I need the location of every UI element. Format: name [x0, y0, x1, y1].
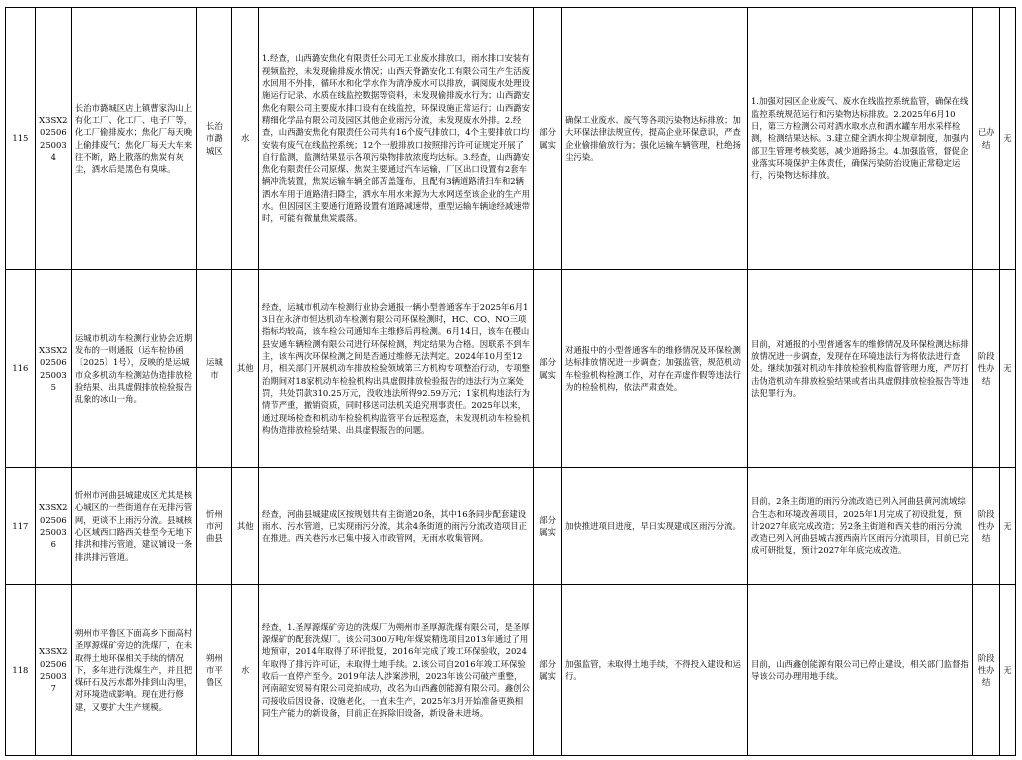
- case-status-line: 阶段: [977, 508, 995, 519]
- city-district: [197, 585, 232, 756]
- table-row: [6, 270, 1016, 468]
- case-status-line: 性办: [977, 664, 995, 675]
- city-district-line: 市潞: [206, 133, 223, 144]
- case-code-line: 02506: [40, 514, 67, 525]
- case-status-line: 阶段: [977, 652, 995, 663]
- handling-plan: 对通报中的小型普通客车的维修情况及环保检测达标排放情况进一步调查；加强监管，规范机动车检验机构检测工作，对存在弄虚作假等违法行为的检验机构，依法严肃查处。: [561, 270, 747, 468]
- city-district: [197, 468, 232, 585]
- pollution-type: 水: [232, 585, 259, 756]
- case-status-line: 已办: [977, 127, 995, 138]
- case-code: [35, 8, 71, 270]
- case-code-line: X3SX2: [39, 502, 68, 513]
- investigation-finding: 经查，河曲县城建成区按规划共有主街道20条，其中16条同步配套建设雨水、污水管道，已实现雨污分流，其余4条街道的雨污分流改造项目正在推进。西关巷污水已集中接入市政管网，无雨水收集管网。: [259, 468, 534, 585]
- row-index: 118: [6, 585, 36, 756]
- case-status-line: 结: [982, 677, 991, 688]
- city-district: [197, 270, 232, 468]
- city-district-line: 鲁区: [206, 677, 223, 688]
- issue-description: 运城市机动车检测行业协会近期发布的一则通报（运车检协函〔2025〕1号），反映的是运城市众多机动车检测站伪造排放检验结果、出具虚假排放检验报告乱象的冰山一角。: [71, 270, 196, 468]
- rectification-progress: 目前，山西鑫创能源有限公司已停止建设，相关部门监督指导该公司办理用地手续。: [748, 585, 973, 756]
- city-district-line: 市: [210, 369, 219, 380]
- row-index: 116: [6, 270, 36, 468]
- issue-description: 忻州市河曲县城建成区尤其是核心城区的一些街道存在无排污管网，更谈不上雨污分流。县城核心区域西口路西关巷至今无地下排洪和排污管道，建议铺设一条排洪排污管道。: [71, 468, 196, 585]
- verification-result: 部分属实: [534, 585, 562, 756]
- investigation-finding: 经查，1.圣厚源煤矿旁边的洗煤厂为朔州市圣厚源洗煤有限公司，是圣厚源煤矿的配套洗煤厂。该公司300万吨/年煤炭精选项目2013年通过了用地预审，2014年取得了环评批复，2016年完成了竣工环保验收，2024年取得了排污许可证，未取得土地手续。2.该公司自2016年竣工环保验收后一直停产至今。2019年法人涉案涉刑，2023年该公司破产重整，河南韶安贸易有限公司竞拍成功，改名为山西鑫创能源有限公司。鑫创公司接收后因设备、设施老化，一直未生产，2025年3月开始准备更换相同生产能力的新设备，目前正在拆除旧设备，新设备未进场。: [259, 585, 534, 756]
- case-status-line: 结: [982, 139, 991, 150]
- issue-description: 朔州市平鲁区下面高乡下面高村圣厚源煤矿旁边的洗煤厂，在未取得土地环保相关手续的情况下，多年进行洗煤生产，并且把煤矸石及污水都外排到山沟里，对环境造成影响。现在进行修建，又要扩大生产规模。: [71, 585, 196, 756]
- case-status-line: 性办: [977, 363, 995, 374]
- case-status-line: 结: [982, 533, 991, 544]
- case-status-line: 阶段: [977, 351, 995, 362]
- case-code-line: 4: [50, 151, 56, 162]
- city-district-line: 市平: [206, 664, 223, 675]
- pollution-type: 其他: [232, 468, 259, 585]
- issue-description: 长治市潞城区店上镇曹家沟山上有化工厂、化工厂、电子厂等，化工厂偷排废水；焦化厂每天晚上偷排废气；焦化厂每天大车来往不断，路上散落的焦炭有灰尘，洒水后是黑色有臭味。: [71, 8, 196, 270]
- case-status: [973, 8, 1000, 270]
- case-code: [35, 270, 71, 468]
- row-index: 115: [6, 8, 36, 270]
- case-code: [35, 468, 71, 585]
- rectification-progress: 目前，2条主街道的雨污分流改造已列入河曲县黄河流域综合生态和环境改善项目，2025年1月完成了初设批复，预计2027年底完成改造；另2条主街道和西关巷的雨污分流改造已列入河曲县城古渡西南片区雨污分流项目，目前已完成可研批复，预计2027年年底完成改造。: [748, 468, 973, 585]
- verification-result: 部分属实: [534, 468, 562, 585]
- case-status-line: 性办: [977, 520, 995, 531]
- case-code-line: 25003: [40, 139, 67, 150]
- case-code-line: 25003: [40, 671, 67, 681]
- table-row: [6, 468, 1016, 585]
- table-row: [6, 8, 1016, 270]
- accountability: 无: [999, 8, 1015, 270]
- city-district: [197, 8, 232, 270]
- rectification-progress: 1.加强对园区企业废气、废水在线监控系统监管，确保在线监控系统规范运行和污染物达标排放。2.2025年6月10日，第三方检测公司对洒水取水点和洒水罐车用水采样检测，检测结果达标。3.建立健全洒水抑尘规章制度，加强内部卫生管理考核奖惩，减少道路扬尘。4.加强监管，督促企业落实环境保护主体责任，确保污染防治设施正常稳定运行，污染物达标排放。: [748, 8, 973, 270]
- city-district-line: 市河: [206, 520, 223, 531]
- case-code-line: 25003: [40, 369, 67, 380]
- case-code-line: 02506: [40, 127, 67, 138]
- case-code: [35, 585, 71, 756]
- city-district-line: 长治: [206, 121, 223, 132]
- city-district-line: 忻州: [206, 508, 223, 519]
- verification-result: 部分属实: [534, 8, 562, 270]
- row-index: 117: [6, 468, 36, 585]
- pollution-type: 水: [232, 8, 259, 270]
- petition-table: [5, 7, 1016, 756]
- case-code-line: 02506: [40, 658, 67, 669]
- case-code-line: 25003: [40, 527, 67, 537]
- accountability: 无: [999, 585, 1015, 756]
- case-status: [973, 468, 1000, 585]
- city-district-line: 朔州: [206, 652, 223, 663]
- accountability: 无: [999, 270, 1015, 468]
- verification-result: 部分属实: [534, 270, 562, 468]
- handling-plan: 加强监管，未取得土地手续，不得投入建设和运行。: [561, 585, 747, 756]
- case-code-line: 7: [50, 683, 56, 694]
- case-status-line: 结: [982, 375, 991, 386]
- city-district-line: 城区: [206, 145, 223, 156]
- case-code-line: 5: [50, 381, 56, 392]
- accountability: 无: [999, 468, 1015, 585]
- investigation-finding: 经查，运城市机动车检测行业协会通报一辆小型普通客车于2025年6月13日在永济市恒达机动车检测有限公司环保检测时，HC、CO、NO三项指标均较高，该车检公司通知车主维修后再检测。6月14日，该车在稷山县安通车辆检测有限公司进行环保检测，判定结果为合格。因联系不到车主，该车两次环保检测之间是否通过维修无法判定。2024年10月至12月，相关部门开展机动车排放检验领域第三方机构专项整治行动，专项整治期间对18家机动车检验机构出具虚假排放检验报告的违法行为立案处罚，共处罚款310.25万元，没收违法所得92.59万元；1家机构违法行为情节严重，撤销资质，同时移送司法机关追究刑事责任。2025年以来，通过现场检查和机动车检验机构监管平台远程巡查，未发现机动车检验机构伪造排放检验结果、出具虚假报告的问题。: [259, 270, 534, 468]
- handling-plan: 加快推进项目进度，早日实现建成区雨污分流。: [561, 468, 747, 585]
- case-code-line: X3SX2: [39, 344, 68, 355]
- case-code-line: 6: [50, 539, 56, 550]
- case-code-line: X3SX2: [39, 114, 68, 125]
- case-status: [973, 585, 1000, 756]
- city-district-line: 曲县: [206, 533, 223, 544]
- city-district-line: 运城: [206, 357, 223, 368]
- case-code-line: 02506: [40, 357, 67, 368]
- investigation-finding: 1.经查，山西潞安焦化有限责任公司无工业废水排放口，雨水排口安装有视频监控，未发现偷排废水情况；山西天脊潞安化工有限公司生产生活废水回用不外排，循环水和化学水作为清净废水可以排放，调阅废水处理设施运行记录、水质在线监控数据等资料，未发现偷排废水行为；山西潞安焦化有限公司主要废水排口设有在线监控，环保设施正常运行；山西潞安精细化学品有限公司及园区其他企业雨污分流，未发现废水外排。2.经查，山西潞安焦化有限责任公司共有16个废气排放口，4个主要排放口均安装有废气在线监控系统；12个一般排放口按照排污许可证规定开展了自行监测，监测结果显示各项污染物排放浓度均达标。3.经查，山西潞安焦化有限责任公司原煤、焦炭主要通过汽车运输，厂区出口设置有2套车辆冲洗装置，焦炭运输车辆全部苫盖篷布，且配有3辆道路清扫车和2辆洒水车用于道路清扫降尘，洒水车用水来源为大水网送至该企业的生产用水。但因园区主要通行道路设置有道路减速带，重型运输车辆途经减速带时，可能有微量焦炭震落。: [259, 8, 534, 270]
- handling-plan: 确保工业废水、废气等各项污染物达标排放；加大环保法律法规宣传，提高企业环保意识，严查企业偷排偷放行为；强化运输车辆管理，杜绝扬尘污染。: [561, 8, 747, 270]
- case-code-line: X3SX2: [39, 646, 68, 657]
- table-row: [6, 585, 1016, 756]
- case-status: [973, 270, 1000, 468]
- rectification-progress: 目前，对通报的小型普通客车的维修情况及环保检测达标排放情况进一步调查，发现存在环境违法行为将依法进行查处。继续加强对机动车排放检验机构监督管理力度，严厉打击伪造机动车排放检验结果或者出具虚假排放检验报告等违法犯罪行为。: [748, 270, 973, 468]
- pollution-type: 其他: [232, 270, 259, 468]
